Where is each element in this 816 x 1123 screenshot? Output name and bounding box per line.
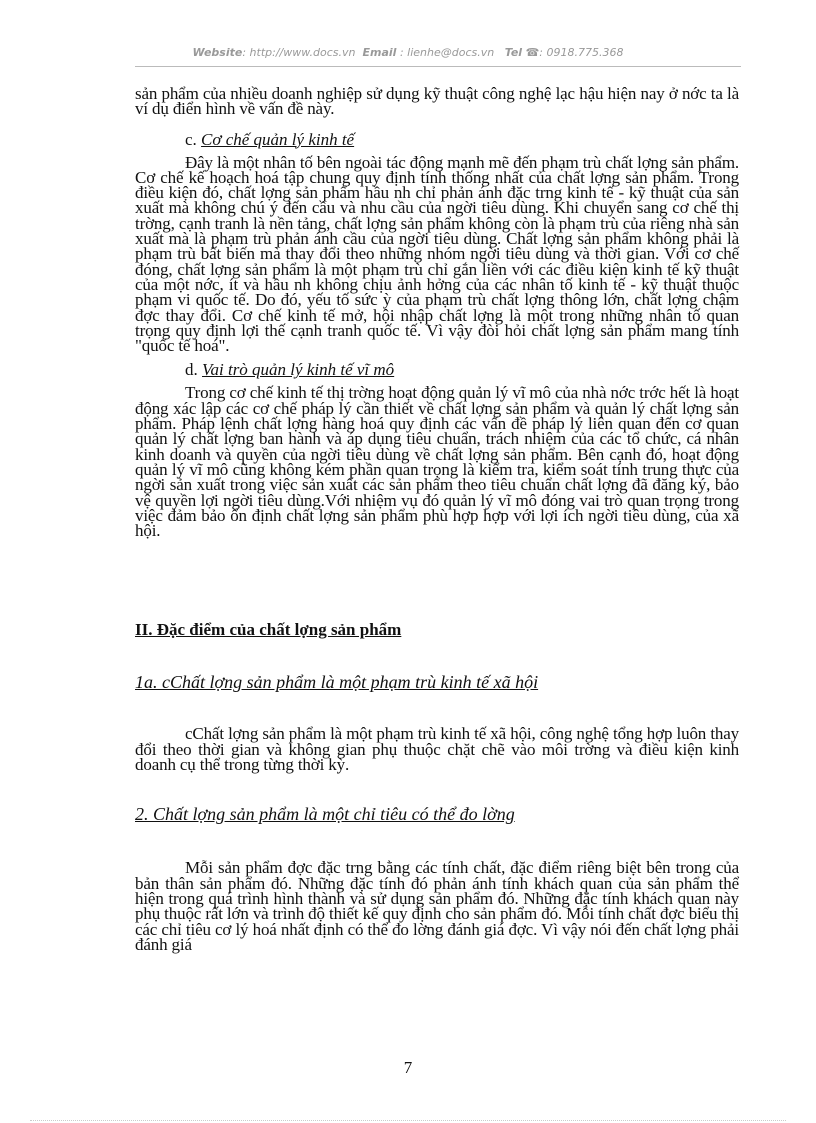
tel-value: ☎: 0918.775.368 — [525, 46, 624, 59]
email-label: Email — [362, 46, 397, 59]
subheading-c-prefix: c. — [185, 129, 197, 149]
paragraph-intro: sản phẩm của nhiều doanh nghiệp sử dụng kỹ thuật công nghệ lạc hậu hiện nay ở nớc ta là ví dụ điển hình về vấn đề này. — [135, 84, 739, 119]
paragraph-macro-management: Trong cơ chế kinh tế thị trờng hoạt động quản lý vĩ mô của nhà nớc trớc hết là hoạt động xác lập các cơ chế pháp lý cần thiết về chất lợng sản phẩm và quản lý chất lợng sản phẩm. Pháp lệnh chất lợng hàng hoá quy định các vấn đề pháp lý liên quan đến cơ quan quản lý chất lợng ban hành và áp dụng tiêu chuẩn, trách nhiệm của các tổ chức, cá nhân kinh doanh và quyền của ngời tiêu dùng về chất lợng sản phẩm. Bên cạnh đó, hoạt động quản lý vĩ mô cũng không kém phần quan trọng là kiểm tra, kiểm soát tính trung thực của ngời sản xuất trong việc sản xuất các sản phẩm theo tiêu chuẩn chất lợng đã đăng ký, bảo vệ quyền lợi ngời tiêu dùng.Với nhiệm vụ đó quản lý vĩ mô đóng vai trò quan trọng trong việc đảm bảo ổn định chất lợng sản phẩm phù hợp hợp với lợi ích ngời tiêu dùng, của xã hội. — [135, 383, 739, 541]
website-value: : http://www.docs.vn — [242, 46, 356, 59]
subheading-c-title: Cơ chế quản lý kinh tế — [201, 129, 355, 149]
document-body — [135, 86, 739, 952]
page-header — [0, 46, 816, 59]
page-number: 7 — [403, 1058, 413, 1077]
heading-1a: 1a. cChất lợng sản phẩm là một phạm trù kinh tế xã hội — [135, 672, 539, 693]
heading-2: 2. Chất lợng sản phẩm là một chỉ tiêu có thể đo lờng — [135, 804, 515, 825]
page-bottom-border — [30, 1120, 786, 1121]
subheading-d — [135, 361, 739, 379]
subheading-c — [135, 131, 739, 149]
website-label: Website — [192, 46, 243, 59]
section-ii-heading: II. Đặc điểm của chất lợng sản phẩm — [135, 620, 402, 640]
subheading-d-title: Vai trò quản lý kinh tế vĩ mô — [202, 360, 395, 380]
paragraph-measurable: Mỗi sản phẩm đợc đặc trng bằng các tính chất, đặc điểm riêng biệt bên trong của bản thân sản phẩm đó. Những đặc tính đó phản ánh tính khách quan của sản phẩm thể hiện trong quá trình hình thành và sử dụng sản phẩm đó. Những đặc tính khách quan này phụ thuộc rất lớn và trình độ thiết kế quy định cho sản phẩm đó. Mỗi tính chất đợc biểu thị các chỉ tiêu cơ lý hoá nhất định có thể đo lờng đánh giá đợc. Vì vậy nói đến chất lợng phải đánh giá — [135, 858, 739, 954]
paragraph-socio-economic: cChất lợng sản phẩm là một phạm trù kinh tế xã hội, công nghệ tổng hợp luôn thay đổi theo thời gian và không gian phụ thuộc chặt chẽ vào môi trờng và điều kiện kinh doanh cụ thể trong từng thời kỳ. — [135, 724, 739, 775]
subheading-d-prefix: d. — [185, 360, 198, 380]
paragraph-economic-mechanism: Đây là một nhân tố bên ngoài tác động mạnh mẽ đến phạm trù chất lợng sản phẩm. Cơ chế kế hoạch hoá tập chung quy định tính thống nhất của chất lợng sản phẩm. Trong điều kiện đó, chất lợng sản phẩm hầu nh chỉ phản ánh đặc trng kinh tế - kỹ thuật của sản xuất mà không chú ý đến cầu và nhu cầu của ngời tiêu dùng. Khi chuyển sang cơ chế thị trờng, cạnh tranh là nền tảng, chất lợng sản phẩm không còn là phạm trù của riêng nhà sản xuất mà là phạm trù phản ánh cầu của ngời tiêu dùng. Chất lợng sản phẩm không phải là phạm trù bất biến mà thay đổi theo những nhóm ngời tiêu dùng và thời gian. Với cơ chế đóng, chất lợng sản phẩm là một phạm trù chỉ gắn liền với các điều kiện kinh tế kỹ thuật của một nớc, ít và hầu nh không chịu ảnh hởng của các nhân tố kinh tế - kỹ thuật thuộc phạm vi quốc tế. Do đó, yếu tố sức ỳ của phạm trù chất lợng thông lớn, chất lợng chậm đợc thay đổi. Cơ chế kinh tế mở, hội nhập chất lợng là một trong những nhân tố quan trọng quy định lợi thế cạnh tranh quốc tế. Vì vậy đòi hỏi chất lợng sản phẩm mang tính "quốc tế hoá". — [135, 152, 739, 356]
tel-label: Tel — [504, 46, 523, 59]
header-divider — [135, 66, 741, 67]
email-value: : lienhe@docs.vn — [399, 46, 495, 59]
